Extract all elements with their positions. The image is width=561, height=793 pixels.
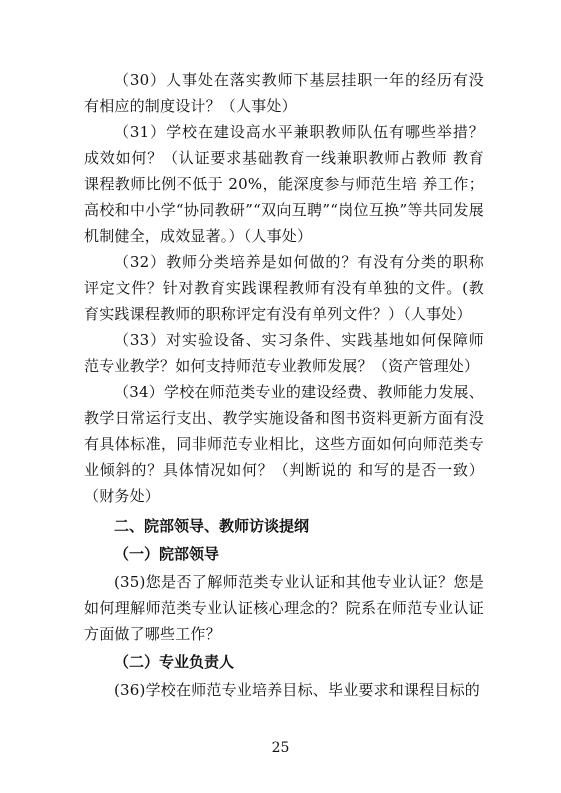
question-33: （33）对实验设备、实习条件、实践基地如何保障师 范专业教学？如何支持师范专业教师发展？（资产管理处） — [84, 331, 484, 375]
subsection-heading-program-lead: （二）专业负责人 — [114, 653, 235, 671]
question-31: （31）学校在建设高水平兼职教师队伍有哪些举措？ 成效如何？（认证要求基础教育一线兼职教师占教师 教育课程教师比例不低于 20%，能深度参与师范生培 养工作；高校和中小学“协同教研”“双向互聘”“岗位互换”等共同发展机制健全，成效显著。）（人事处） — [84, 123, 484, 245]
question-35: (35)您是否了解师范类专业认证和其他专业认证？您是如何理解师范类专业认证核心理念的？院系在师范专业认证方面做了哪些工作？ — [84, 573, 484, 643]
question-30: （30）人事处在落实教师下基层挂职一年的经历有没 有相应的制度设计？（人事处） — [84, 71, 484, 115]
section-heading: 二、院部领导、教师访谈提纲 — [114, 517, 310, 535]
subsection-heading-leaders: （一）院部领导 — [114, 545, 220, 563]
page-content — [84, 67, 484, 703]
question-34: （34）学校在师范类专业的建设经费、教师能力发展、 教学日常运行支出、教学实施设备和图书资料更新方面有没有具体标准，同非师范专业相比，这些方面如何向师范类专业倾斜的？具体情况如何？（判断说的 和写的是否一致）（财务处） — [84, 383, 484, 505]
question-36: (36)学校在师范专业培养目标、毕业要求和课程目标的 — [114, 681, 480, 699]
question-32: （32）教师分类培养是如何做的？有没有分类的职称 评定文件？针对教育实践课程教师有没有单独的文件。(教育实践课程教师的职称评定有没有单列文件？）（人事处） — [84, 253, 484, 323]
page-number: 25 — [271, 740, 290, 756]
